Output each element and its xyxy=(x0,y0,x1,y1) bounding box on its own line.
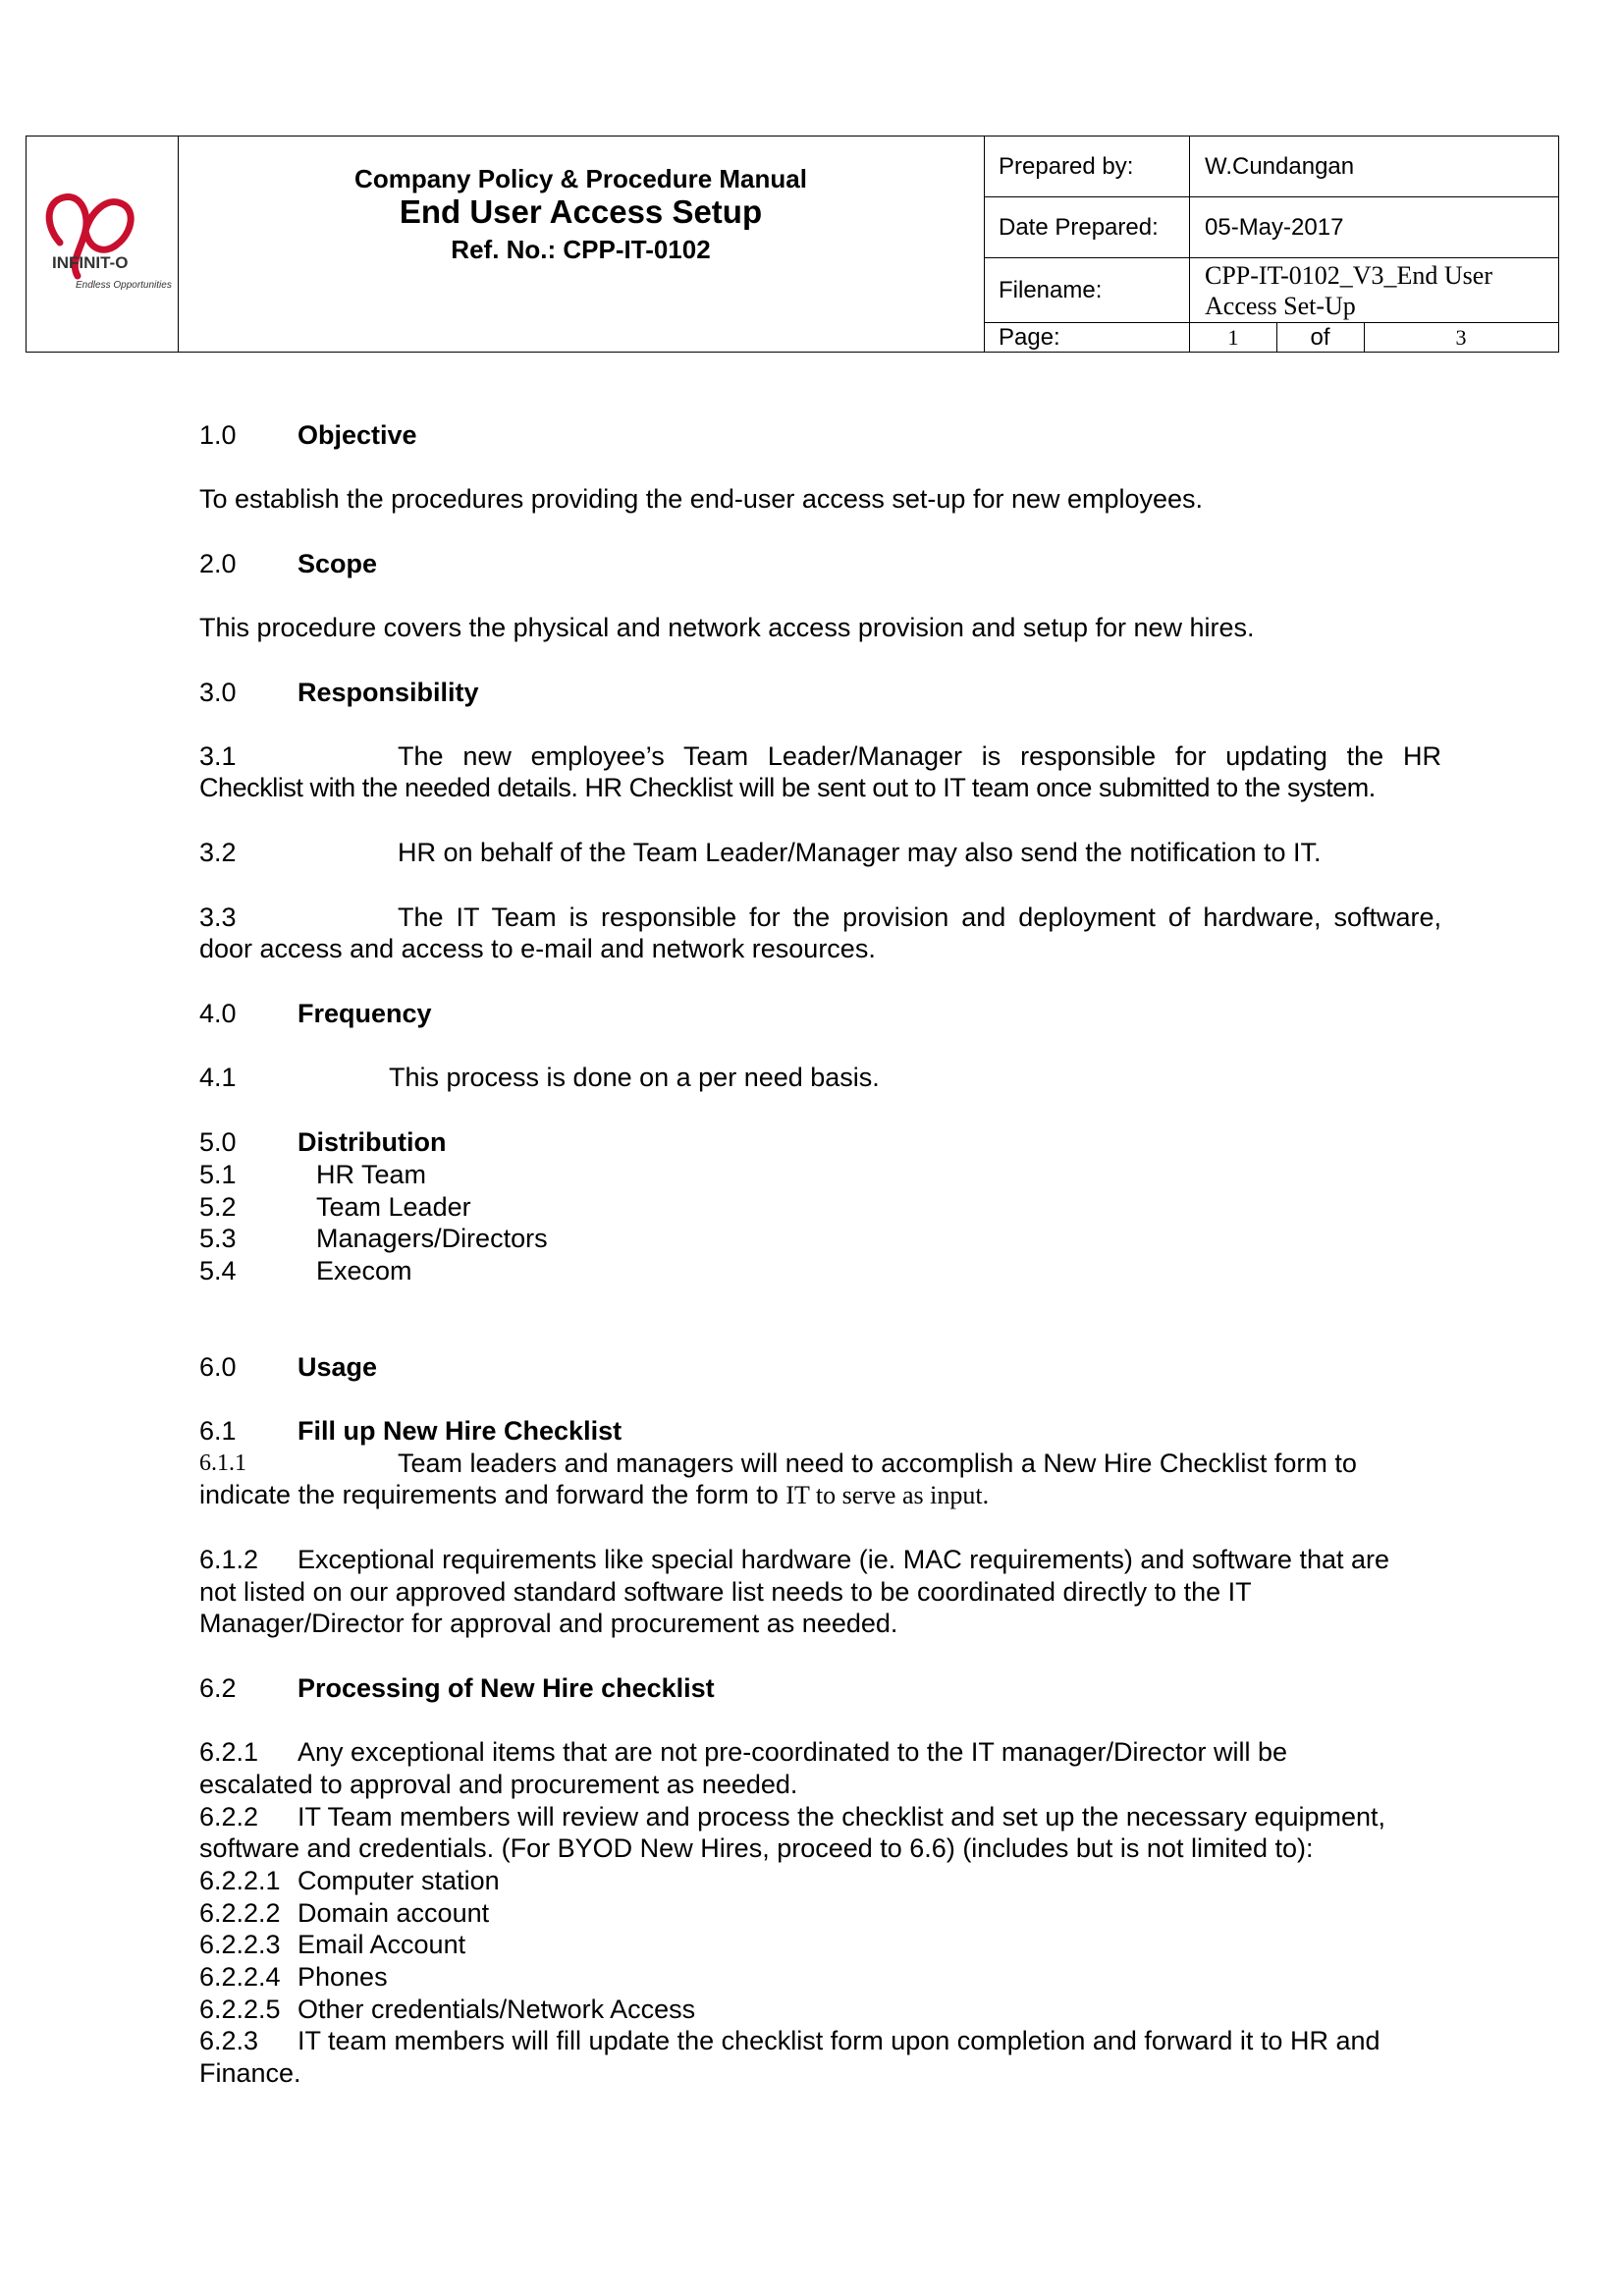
document-header xyxy=(26,136,1559,353)
subsection-6-1-number: 6.1 xyxy=(199,1416,237,1446)
checklist-item-number: 6.2.2.5 xyxy=(199,1995,281,2024)
item-6-2-3-line2: Finance. xyxy=(199,2058,301,2088)
company-manual-title: Company Policy & Procedure Manual xyxy=(354,164,807,193)
filename-label: Filename: xyxy=(984,258,1190,322)
checklist-item-number: 6.2.2.4 xyxy=(199,1962,281,1992)
item-3-2-number: 3.2 xyxy=(199,838,237,867)
item-6-2-2-line2: software and credentials. (For BYOD New Hires, proceed to 6.6) (includes but is not limited to): xyxy=(199,1833,1314,1863)
distribution-item-text: HR Team xyxy=(316,1160,427,1189)
svg-text:INFINIT-O: INFINIT-O xyxy=(52,253,129,272)
item-3-1-line1: The new employee’s Team Leader/Manager is responsible for updating the HR xyxy=(398,741,1441,771)
item-6-1-2-number: 6.1.2 xyxy=(199,1545,259,1574)
item-6-1-1-line1: Team leaders and managers will need to accomplish a New Hire Checklist form to xyxy=(398,1449,1357,1478)
infinit-o-logo xyxy=(30,166,178,303)
item-4-1-number: 4.1 xyxy=(199,1063,237,1092)
checklist-item-text: Other credentials/Network Access xyxy=(298,1995,696,2024)
item-6-2-2-line1: IT Team members will review and process the checklist and set up the necessary equipment, xyxy=(298,1802,1386,1831)
item-6-1-2-line3: Manager/Director for approval and procurement as needed. xyxy=(199,1609,898,1638)
checklist-item-number: 6.2.2.2 xyxy=(199,1898,281,1928)
title-cell xyxy=(178,137,985,352)
item-3-3-line1: The IT Team is responsible for the provision and deployment of hardware, software, xyxy=(398,902,1441,932)
section-2-number: 2.0 xyxy=(199,549,237,578)
item-3-2-text: HR on behalf of the Team Leader/Manager may also send the notification to IT. xyxy=(398,838,1322,867)
section-4-number: 4.0 xyxy=(199,999,237,1028)
item-3-1-line2: Checklist with the needed details. HR Checklist will be sent out to IT team once submitted to the system. xyxy=(199,773,1376,802)
section-4-title: Frequency xyxy=(298,999,432,1028)
prepared-by-label: Prepared by: xyxy=(984,137,1190,196)
prepared-by-value: W.Cundangan xyxy=(1205,152,1355,180)
filename-row xyxy=(984,258,1558,323)
subsection-6-2-number: 6.2 xyxy=(199,1673,237,1703)
section-2-title: Scope xyxy=(298,549,378,578)
reference-number: Ref. No.: CPP-IT-0102 xyxy=(451,235,711,264)
checklist-item-number: 6.2.2.1 xyxy=(199,1866,281,1895)
section-6-number: 6.0 xyxy=(199,1352,237,1382)
page-total: 3 xyxy=(1455,325,1467,350)
section-6-title: Usage xyxy=(298,1352,378,1382)
section-5-title: Distribution xyxy=(298,1127,447,1157)
section-5-number: 5.0 xyxy=(199,1127,237,1157)
item-3-3-line2: door access and access to e-mail and network resources. xyxy=(199,934,876,963)
item-6-1-1-number: 6.1.1 xyxy=(199,1450,246,1476)
distribution-item-number: 5.3 xyxy=(199,1224,237,1253)
svg-text:Endless Opportunities: Endless Opportunities xyxy=(76,280,172,291)
distribution-item-number: 5.1 xyxy=(199,1160,237,1189)
item-4-1-text: This process is done on a per need basis. xyxy=(389,1063,880,1092)
item-3-1-number: 3.1 xyxy=(199,741,237,771)
metadata-table xyxy=(984,137,1558,352)
item-6-1-2-line1: Exceptional requirements like special hardware (ie. MAC requirements) and software that are xyxy=(298,1545,1390,1574)
subsection-6-2-title: Processing of New Hire checklist xyxy=(298,1673,715,1703)
page-number: 1 xyxy=(1190,323,1277,353)
item-6-2-3-line1: IT team members will fill update the checklist form upon completion and forward it to HR and xyxy=(298,2026,1380,2055)
filename-value: CPP-IT-0102_V3_End User Access Set-Up xyxy=(1205,261,1492,320)
date-prepared-value: 05-May-2017 xyxy=(1205,213,1344,241)
section-1-text: To establish the procedures providing the end-user access set-up for new employees. xyxy=(199,484,1204,514)
item-6-2-2-number: 6.2.2 xyxy=(199,1802,259,1831)
checklist-item-text: Domain account xyxy=(298,1898,490,1928)
checklist-item-text: Phones xyxy=(298,1962,388,1992)
checklist-item-text: Computer station xyxy=(298,1866,500,1895)
section-2-text: This procedure covers the physical and network access provision and setup for new hires. xyxy=(199,613,1255,642)
section-3-number: 3.0 xyxy=(199,678,237,707)
page-label: Page: xyxy=(984,323,1190,353)
checklist-item-text: Email Account xyxy=(298,1930,466,1959)
item-6-1-2-line2: not listed on our approved standard software list needs to be coordinated directly to the IT xyxy=(199,1577,1252,1607)
prepared-by-row xyxy=(984,137,1558,197)
page-of: of xyxy=(1276,323,1365,353)
checklist-item-number: 6.2.2.3 xyxy=(199,1930,281,1959)
distribution-item-number: 5.2 xyxy=(199,1192,237,1222)
subsection-6-1-title: Fill up New Hire Checklist xyxy=(298,1416,622,1446)
distribution-item-text: Team Leader xyxy=(316,1192,471,1222)
section-1-title: Objective xyxy=(298,420,417,450)
section-1-number: 1.0 xyxy=(199,420,237,450)
date-prepared-row xyxy=(984,197,1558,258)
section-3-title: Responsibility xyxy=(298,678,479,707)
item-6-2-1-number: 6.2.1 xyxy=(199,1737,259,1767)
distribution-item-text: Managers/Directors xyxy=(316,1224,548,1253)
item-3-3-number: 3.3 xyxy=(199,902,237,932)
date-prepared-label: Date Prepared: xyxy=(984,197,1190,257)
item-6-2-1-line2: escalated to approval and procurement as needed. xyxy=(199,1770,798,1799)
logo-cell xyxy=(27,137,179,352)
item-6-1-1-line2: indicate the requirements and forward the form to IT to serve as input. xyxy=(199,1480,990,1509)
page-row xyxy=(984,323,1558,353)
item-6-2-1-line1: Any exceptional items that are not pre-coordinated to the IT manager/Director will be xyxy=(298,1737,1288,1767)
distribution-item-text: Execom xyxy=(316,1256,412,1285)
distribution-item-number: 5.4 xyxy=(199,1256,237,1285)
document-title: End User Access Setup xyxy=(399,193,763,230)
item-6-2-3-number: 6.2.3 xyxy=(199,2026,259,2055)
